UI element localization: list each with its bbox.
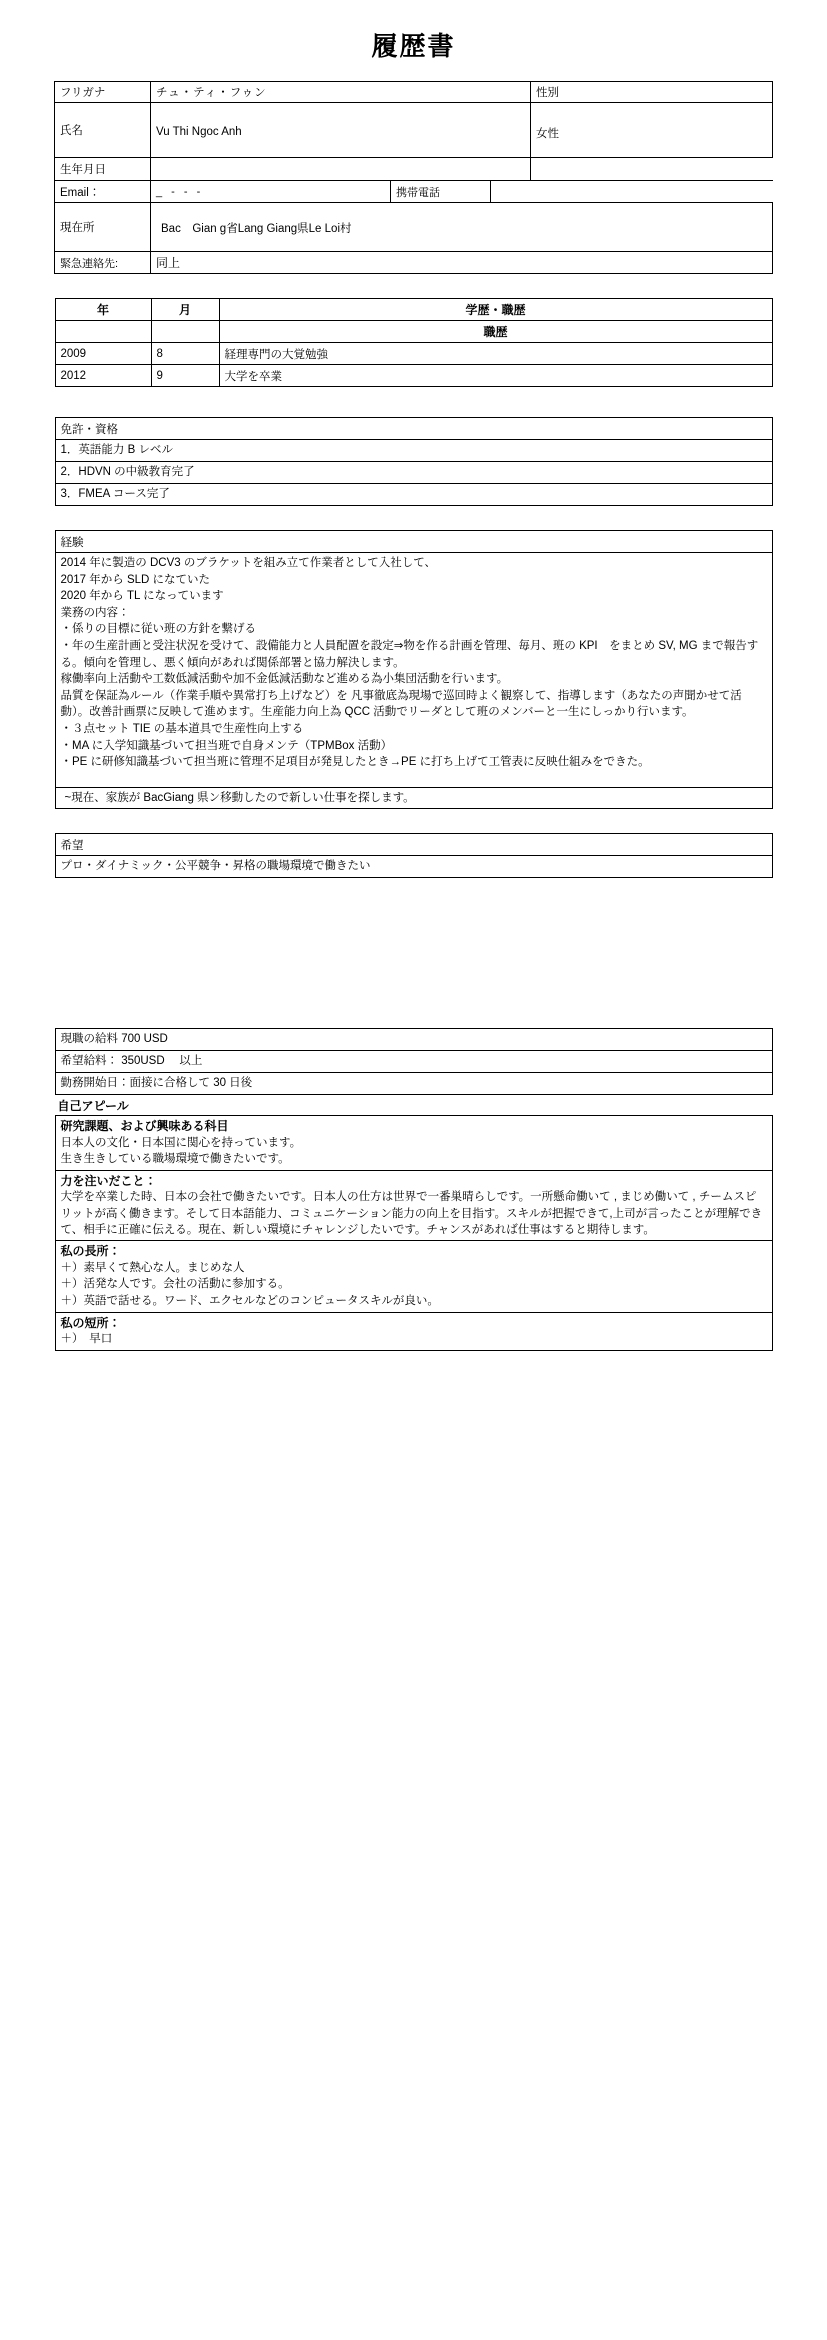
experience-line: 業務の内容： [60,606,130,619]
strengths-block [55,1241,772,1312]
history-sub-month [151,321,219,343]
research-interest-line: 日本人の文化・日本国に関心を持っています。 [60,1136,302,1149]
history-content: 経理専門の大覚勉強 [219,343,772,365]
history-col-month: 月 [151,299,219,321]
list-item [55,462,772,484]
table-row [55,365,772,387]
experience-body-row [55,553,772,788]
emergency-row [55,252,773,274]
email-row [55,181,773,203]
qualification-item: 1．英語能力 B レベル [55,440,772,462]
spacer-after-experience [0,809,827,833]
weaknesses-block [55,1312,772,1350]
history-content: 大学を卒業 [219,365,772,387]
self-appeal-section [55,1116,772,1171]
history-table [55,298,773,387]
research-interest-block [55,1116,772,1171]
mobile-label: 携帯電話 [391,181,491,203]
address-value: Bac Gian g省Lang Giang県Le Loi村 [151,203,773,252]
experience-line: ・３点セット TIE の基本道具で生産性向上する [60,722,304,735]
weaknesses-title: 私の短所： [60,1315,121,1330]
dob-row [55,158,773,181]
experience-line: ・係りの目標に従い班の方針を繋げる [60,623,256,636]
experience-header-row [55,531,772,553]
research-interest-title: 研究課題、および興味ある科目 [60,1119,229,1134]
experience-line: ・MA に入学知識基づいて担当班で自身メンテ（TPMBox 活動） [60,739,393,752]
current-salary: 現職の給料 700 USD [55,1029,772,1051]
history-sub-year [55,321,151,343]
qualification-item: 2．HDVN の中級教育完了 [55,462,772,484]
email-value [151,181,391,203]
name-value: Vu Thi Ngoc Anh [151,103,531,158]
experience-line: 稼働率向上活動や工数低減活動や加不金低減活動など進める為小集団活動を行います。 [60,673,509,686]
experience-line: 2014 年に製造の DCV3 のブラケットを組み立て作業者として入社して、 [60,557,437,569]
page-title: 履歴書 [371,31,456,61]
experience-line: 品質を保証為ルール（作業手順や異常打ち上げなど）を 凡事徹底為現場で巡回時よく観察して、指導します（あなたの声聞かせて活動）。改善計画票に反映して進めます。生産能力向上為 QCC 活動でリーダとして班のメンバーと一生にしっかり行います。 [60,689,742,719]
self-appeal-section [55,1171,772,1241]
contact-table [54,180,773,274]
wish-value-row [55,856,772,878]
strength-line: ＋）活発な人です。会社の活動に参加する。 [60,1278,290,1291]
history-month: 9 [151,365,219,387]
email-redacted: _ - - - [156,185,204,198]
emergency-value: 同上 [151,252,773,274]
experience-heading: 経験 [55,531,772,553]
spacer-after-personal [0,274,827,298]
experience-line: ・PE に研修知識基づいて担当班に管理不足項目が発見したとき→PE に打ち上げて工管表に反映仕組みをできた。 [60,756,650,769]
conditions-table [55,1028,773,1095]
experience-line: 2017 年から SLD になていた [60,573,211,586]
address-label: 現在所 [55,203,151,252]
strength-line: ＋）素早くて熱心な人。まじめな人 [60,1261,245,1274]
history-col-year: 年 [55,299,151,321]
self-appeal-title-wrap [55,1095,773,1115]
list-item [55,484,772,506]
current-salary-row [55,1029,772,1051]
experience-line: 2020 年から TL になっています [60,590,224,603]
desired-salary: 希望給料： 350USD 以上 [55,1051,772,1073]
wish-header-row [55,834,772,856]
dob-blank [531,158,773,181]
weakness-line: ＋） 早口 [60,1333,113,1346]
history-year: 2012 [55,365,151,387]
gender-label: 性別 [531,82,773,103]
start-date: 勤務開始日：面接に合格して 30 日後 [55,1073,772,1095]
efforts-block [55,1171,772,1241]
dob-value [151,158,531,181]
start-date-row [55,1073,772,1095]
desired-salary-row [55,1051,772,1073]
wish-table [55,833,773,878]
qualifications-header-row [55,418,772,440]
efforts-title: 力を注いだこと： [60,1174,157,1188]
furigana-value: チュ・ティ・フゥン [151,82,531,103]
experience-footer: ~現在、家族が BacGiang 県ン移動したので新しい仕事を探します。 [55,787,772,809]
name-row [55,103,773,158]
email-label: Email： [55,181,151,203]
gender-value: 女性 [531,103,773,158]
name-label: 氏名 [55,103,151,158]
wish-heading: 希望 [55,834,772,856]
self-appeal-section [55,1241,772,1312]
emergency-label: 緊急連絡先: [55,252,151,274]
history-month: 8 [151,343,219,365]
history-subheader-row [55,321,772,343]
experience-body [55,553,772,788]
history-header-row [55,299,772,321]
spacer-before-conditions [0,878,827,1028]
history-year: 2009 [55,343,151,365]
qualifications-table [55,417,773,506]
table-row [55,343,772,365]
self-appeal-section [55,1312,772,1350]
self-appeal-heading: 自己アピール [57,1099,129,1114]
address-row [55,203,773,252]
list-item [55,440,772,462]
history-col-content: 学歴・職歴 [219,299,772,321]
research-interest-line: 生き生きしている職場環境で働きたいです。 [60,1153,290,1166]
experience-table [55,530,773,809]
furigana-label: フリガナ [55,82,151,103]
qualifications-heading: 免許・資格 [55,418,772,440]
spacer-after-qualifications [0,506,827,530]
experience-line: ・年の生産計画と受注状況を受けて、設備能力と人員配置を設定⇒物を作る計画を管理、毎月、班の KPI をまとめ SV, MG まで報告する。傾向を管理し、悪く傾向があれば関係部署と協力解決します。 [60,639,759,669]
personal-info-table [54,81,773,181]
history-subheader: 職歴 [219,321,772,343]
strength-line: ＋）英語で話せる。ワード、エクセルなどのコンピュータスキルが良い。 [60,1294,439,1307]
self-appeal-table [55,1115,773,1351]
furigana-row [55,82,773,103]
qualification-item: 3．FMEA コース完了 [55,484,772,506]
strengths-title: 私の長所： [60,1244,121,1259]
spacer-after-history [0,387,827,417]
wish-value: プロ・ダイナミック・公平競争・昇格の職場環境で働きたい [55,856,772,878]
mobile-value [491,181,773,203]
dob-label: 生年月日 [55,158,151,181]
efforts-line: 大学を卒業した時、日本の会社で働きたいです。日本人の仕方は世界で一番巣晴らしです。一所懸命働いて , まじめ働いて , チームスピリットが高く働きます。そして日本語能力、コミュニケーション能力の向上を目指す。スキルが把握できて,上司が言ったことが理解できて、相手に正確に伝える。現在、新しい環境にチャレンジしたいです。チャンスがあれば仕事はすると期待します。 [60,1191,763,1236]
experience-footer-row [55,787,772,809]
